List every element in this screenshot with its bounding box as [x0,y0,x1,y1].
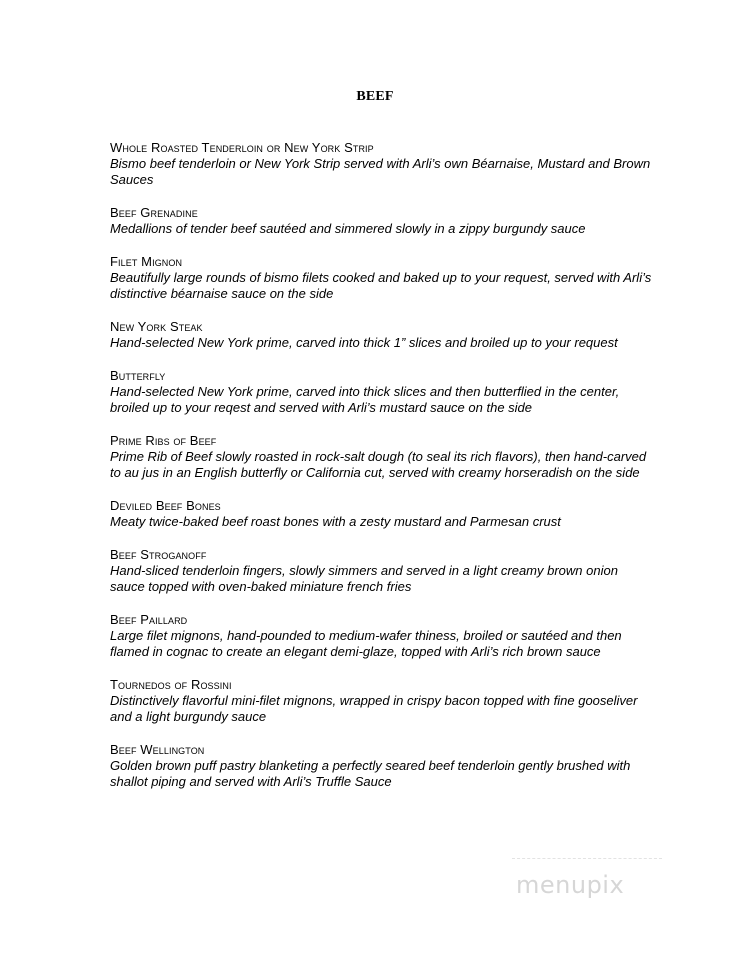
watermark-divider [512,858,662,860]
menu-item-description: Hand-selected New York prime, carved into thick 1” slices and broiled up to your request [110,335,618,350]
menu-item [110,140,655,188]
menu-item [110,319,655,351]
menu-item [110,677,655,725]
menu-item-description: Bismo beef tenderloin or New York Strip served with Arli’s own Béarnaise, Mustard and Brown Sauces [110,156,651,187]
menu-item [110,547,655,595]
page-title: BEEF [356,89,394,104]
menu-item-name: Beef Paillard [110,612,188,627]
menu-item-description: Golden brown puff pastry blanketing a perfectly seared beef tenderloin gently brushed with shallot piping and served with Arli’s Truffle Sauce [110,758,631,789]
menu-item-name: Filet Mignon [110,254,183,269]
menu-item [110,368,655,416]
menu-item-description: Meaty twice-baked beef roast bones with a zesty mustard and Parmesan crust [110,514,561,529]
menu-item-name: Beef Grenadine [110,205,198,220]
watermark [512,858,662,908]
menu-item [110,254,655,302]
menu-item-name: Deviled Beef Bones [110,498,221,513]
menu-item [110,742,655,790]
menu-item-description: Distinctively flavorful mini-filet mignons, wrapped in crispy bacon topped with fine gooseliver and a light burgundy sauce [110,693,638,724]
menu-item-description: Prime Rib of Beef slowly roasted in rock-salt dough (to seal its rich flavors), then hand-carved to au jus in an English butterfly or California cut, served with creamy horseradish on the side [110,449,647,480]
menu-item-name: Butterfly [110,368,166,383]
menu-item-name: Prime Ribs of Beef [110,433,217,448]
menu-item-description: Hand-selected New York prime, carved into thick slices and then butterflied in the center, broiled up to your reqest and served with Arli’s mustard sauce on the side [110,384,620,415]
menu-item-description: Hand-sliced tenderloin fingers, slowly simmers and served in a light creamy brown onion sauce topped with oven-baked miniature french fries [110,563,618,594]
menu-item-description: Beautifully large rounds of bismo filets cooked and baked up to your request, served with Arli’s distinctive béarnaise sauce on the side [110,270,652,301]
watermark-logo: menupix [516,871,625,899]
menu-item [110,205,655,237]
menu-item-description: Large filet mignons, hand-pounded to medium-wafer thiness, broiled or sautéed and then flamed in cognac to create an elegant demi-glaze, topped with Arli’s rich brown sauce [110,628,622,659]
menu-item-name: New York Steak [110,319,203,334]
menu-item-name: Whole Roasted Tenderloin or New York Strip [110,140,374,155]
menu-item [110,612,655,660]
menu-item-name: Beef Wellington [110,742,205,757]
menu-item-description: Medallions of tender beef sautéed and simmered slowly in a zippy burgundy sauce [110,221,586,236]
menu-item [110,498,655,530]
menu-item [110,433,655,481]
menu-item-name: Tournedos of Rossini [110,677,232,692]
menu-list [110,140,655,807]
menu-item-name: Beef Stroganoff [110,547,207,562]
